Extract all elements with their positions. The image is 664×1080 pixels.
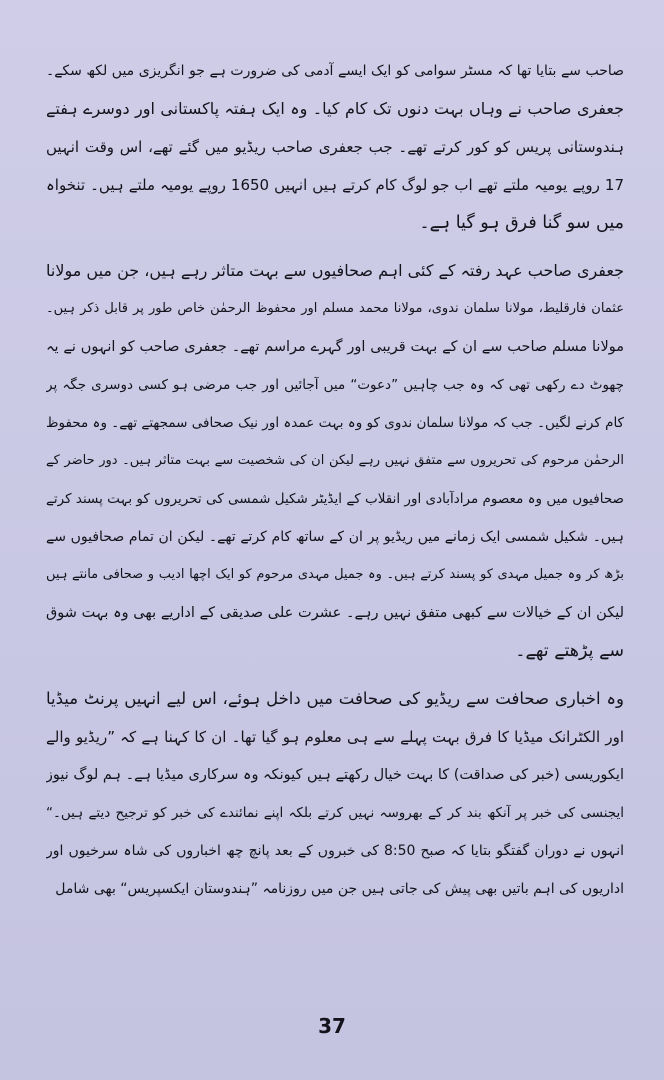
text-line: جعفری صاحب عہد رفتہ کے کئی اہم صحافیوں سے بہت متاثر رہے ہیں، جن میں مولانا — [46, 261, 624, 280]
text-line: اور الکٹرانک میڈیا کا فرق بہت پہلے سے ہی معلوم ہو گیا تھا۔ ان کا کہنا ہے کہ ”ریڈیو والے — [46, 728, 624, 746]
text-line: مولانا مسلم صاحب سے ان کے بہت قریبی اور گہرے مراسم تھے۔ جعفری صاحب کو انہوں نے یہ — [46, 339, 624, 355]
text-line: ہندوستانی پریس کو کور کرتے تھے۔ جب جعفری صاحب ریڈیو میں گئے تھے، اس وقت انہیں — [46, 138, 624, 156]
text-line: صاحب سے بتایا تھا کہ مسٹر سوامی کو ایک ایسے آدمی کی ضرورت ہے جو انگریزی میں لکھ سکے۔ — [46, 63, 624, 79]
text-line: لیکن ان کے خیالات سے کبھی متفق نہیں رہے۔ عشرت علی صدیقی کے اداریے بھی وہ بہت شوق — [46, 605, 624, 621]
text-line: صحافیوں میں وہ معصوم مرادآبادی اور انقلاب کے ایڈیٹر شکیل شمسی کی تحریروں کو بہت پسند کرتے — [46, 491, 624, 507]
text-line: ایجنسی کی خبر پر آنکھ بند کر کے بھروسہ نہیں کرتے بلکہ اپنے نمائندے کی خبر کو ترجیح دیتے ہیں۔“ — [46, 805, 624, 821]
text-line: میں سو گنا فرق ہو گیا ہے۔ — [419, 213, 624, 233]
text-line: اداریوں کی اہم باتیں بھی پیش کی جاتی ہیں جن میں روزنامہ ”ہندوستان ایکسپریس“ بھی شامل — [55, 881, 624, 897]
text-line: چھوٹ دے رکھی تھی کہ وہ جب چاہیں ”دعوت“ میں آجائیں اور جب مرضی ہو کسی دوسری جگہ پر — [46, 377, 624, 393]
body-text — [46, 52, 624, 908]
text-line: الرحمٰن مرحوم کی تحریروں سے متفق نہیں رہے لیکن ان کی شخصیت سے بہت متاثر ہیں۔ دور حاضر کے — [46, 453, 624, 468]
text-line: عثمان فارقلیط، مولانا سلمان ندوی، مولانا محمد مسلم اور محفوظ الرحمٰن خاص طور پر قابل ذکر ہیں۔ — [46, 301, 624, 316]
text-line: وہ اخباری صحافت سے ریڈیو کی صحافت میں داخل ہوئے، اس لیے انہیں پرنٹ میڈیا — [46, 689, 624, 708]
text-line: 17 روپے یومیہ ملتے تھے اب جو لوگ کام کرتے ہیں انہیں 1650 روپے یومیہ ملتے ہیں۔ تنخواہ — [46, 176, 624, 194]
text-line: کام کرنے لگیں۔ جب کہ مولانا سلمان ندوی کو وہ بہت عمدہ اور نیک صحافی سمجھتے تھے۔ وہ محفوظ — [46, 415, 624, 431]
paragraph-gap — [46, 242, 624, 252]
text-line: ایکوریسی (خبر کی صداقت) کا بہت خیال رکھتے ہیں کیونکہ وہ سرکاری میڈیا ہے۔ ہم لوگ نیوز — [46, 767, 624, 783]
text-line: جعفری صاحب نے وہاں بہت دنوں تک کام کیا۔ وہ ایک ہفتہ پاکستانی اور دوسرے ہفتے — [46, 99, 624, 118]
text-line: ہیں۔ شکیل شمسی ایک زمانے میں ریڈیو پر ان کے ساتھ کام کرتے تھے۔ لیکن ان تمام صحافیوں سے — [46, 529, 624, 545]
text-line: انہوں نے دوران گفتگو بتایا کہ صبح 8:50 کی خبروں کے بعد پانچ چھ اخباروں کی شاہ سرخیوں اور — [46, 843, 624, 859]
paragraph — [46, 52, 624, 242]
text-line: بڑھ کر وہ جمیل مہدی کو پسند کرتے ہیں۔ وہ جمیل مہدی مرحوم کو ایک اچھا ادیب و صحافی مانتے ہیں — [46, 567, 624, 582]
paragraph — [46, 680, 624, 908]
page-number: 37 — [318, 1014, 346, 1038]
paragraph-gap — [46, 670, 624, 680]
text-line: سے پڑھتے تھے۔ — [515, 641, 624, 661]
paragraph — [46, 252, 624, 670]
